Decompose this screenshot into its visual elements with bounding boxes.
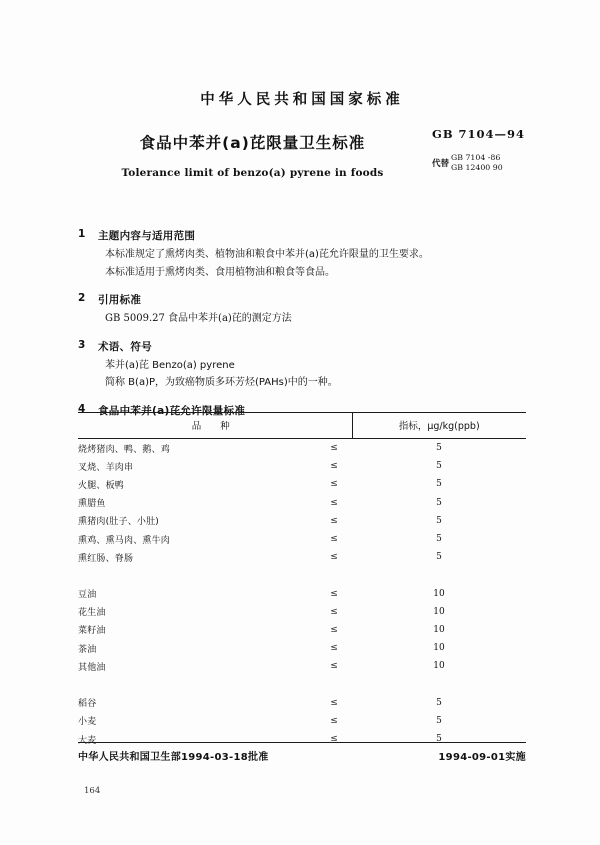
item-operator: ≤ — [330, 606, 338, 617]
item-value: 5 — [436, 515, 442, 526]
replaces-block — [432, 153, 552, 172]
section-2-body — [78, 311, 526, 327]
standard-number-block — [432, 127, 552, 172]
section-2-title: 引用标准 — [98, 294, 142, 306]
item-operator: ≤ — [330, 552, 338, 563]
table-row — [78, 694, 526, 712]
item-operator: ≤ — [330, 515, 338, 526]
document-body — [78, 216, 526, 423]
item-value: 5 — [436, 552, 442, 563]
section-1-title: 主题内容与适用范围 — [98, 230, 196, 242]
item-operator: ≤ — [330, 461, 338, 472]
item-name: 熏红肠、脊肠 — [78, 553, 134, 564]
table-row — [78, 439, 526, 458]
item-value: 10 — [433, 624, 445, 635]
term-description: 简称 B(a)P，为致癌物质多环芳烃(PAHs)中的一种。 — [105, 377, 338, 388]
item-operator: ≤ — [330, 534, 338, 545]
page-title: 食品中苯并(a)芘限量卫生标准 — [139, 134, 366, 152]
item-operator: ≤ — [330, 734, 338, 745]
table-row — [78, 639, 526, 657]
section-1 — [78, 228, 526, 280]
table-row — [78, 494, 526, 512]
item-value: 10 — [433, 643, 445, 654]
table-header — [78, 413, 526, 439]
item-operator: ≤ — [330, 697, 338, 708]
table-row — [78, 475, 526, 493]
item-name: 火腿、板鸭 — [78, 480, 125, 491]
document-footer — [78, 748, 526, 763]
item-name: 茶油 — [78, 644, 97, 655]
limits-table-wrapper — [78, 412, 526, 748]
item-value: 5 — [436, 497, 442, 508]
section-2 — [78, 292, 526, 327]
group-separator — [78, 675, 526, 693]
item-value: 5 — [436, 443, 442, 454]
item-name: 熏腊鱼 — [78, 499, 106, 510]
item-operator: ≤ — [330, 661, 338, 672]
section-4-number: 4 — [78, 402, 86, 415]
item-operator: ≤ — [330, 715, 338, 726]
section-3-heading — [78, 339, 526, 354]
item-name: 大麦 — [78, 735, 97, 746]
national-standard-heading: 中华人民共和国国家标准 — [200, 92, 404, 108]
table-header-row — [78, 413, 526, 439]
group-separator — [78, 566, 526, 584]
section-1-body — [78, 247, 526, 280]
item-name: 菜籽油 — [78, 626, 106, 637]
item-name: 花生油 — [78, 608, 106, 619]
item-value: 5 — [436, 461, 442, 472]
limits-table — [78, 412, 526, 748]
effective-date: 1994-09-01实施 — [438, 752, 526, 763]
footer-divider — [78, 742, 526, 743]
section-1-line-2: 本标准适用于熏烤肉类、食用植物油和粮食等食品。 — [105, 266, 335, 278]
approval-statement: 中华人民共和国卫生部1994-03-18批准 — [78, 752, 269, 763]
item-value: 5 — [436, 534, 442, 545]
section-1-line-1: 本标准规定了熏烤肉类、植物油和粮食中苯并(a)芘允许限量的卫生要求。 — [105, 249, 429, 260]
item-name: 豆油 — [78, 590, 97, 601]
section-3-title: 术语、符号 — [98, 340, 152, 353]
table-row — [78, 603, 526, 621]
column-header-value: 指标，μg/kg(ppb) — [352, 413, 526, 439]
section-2-heading — [78, 292, 526, 307]
item-value: 10 — [433, 606, 445, 617]
table-row — [78, 548, 526, 566]
page-title-english: Tolerance limit of benzo(a) pyrene in foods — [121, 167, 384, 179]
replaced-standard-1: GB 7104 -86 — [451, 153, 501, 162]
table-row — [78, 730, 526, 748]
replaces-label: 代替 — [432, 158, 450, 169]
title-row — [0, 127, 600, 191]
item-name: 熏猪肉(肚子、小肚) — [78, 517, 160, 528]
item-name: 稻谷 — [78, 699, 97, 710]
table-row — [78, 530, 526, 548]
item-operator: ≤ — [330, 624, 338, 635]
item-operator: ≤ — [330, 588, 338, 599]
item-value: 10 — [433, 588, 445, 599]
table-body — [78, 439, 526, 749]
column-header-name: 品 种 — [78, 413, 352, 439]
item-operator: ≤ — [330, 497, 338, 508]
item-name: 小麦 — [78, 717, 97, 728]
section-3 — [78, 339, 526, 391]
table-row — [78, 621, 526, 639]
item-name: 烧烤猪肉、鸭、鹅、鸡 — [78, 444, 171, 455]
table-row — [78, 585, 526, 603]
term-definition: 苯并(a)芘 Benzo(a) pyrene — [105, 359, 235, 371]
item-value: 10 — [433, 661, 445, 672]
item-value: 5 — [436, 734, 442, 745]
section-3-body — [78, 358, 526, 391]
item-operator: ≤ — [330, 443, 338, 454]
section-2-number: 2 — [78, 292, 86, 304]
item-value: 5 — [436, 715, 442, 726]
table-row — [78, 512, 526, 530]
item-name: 叉烧、羊肉串 — [78, 462, 134, 473]
standard-number: GB 7104—94 — [432, 127, 526, 141]
table-row — [78, 457, 526, 475]
section-1-number: 1 — [78, 228, 86, 240]
item-name: 熏鸡、熏马肉、熏牛肉 — [78, 535, 171, 546]
page-number: 164 — [84, 786, 101, 796]
item-value: 5 — [436, 697, 442, 708]
section-1-heading — [78, 228, 526, 243]
replaced-standard-2: GB 12400 90 — [451, 162, 503, 172]
document-header — [0, 88, 600, 191]
item-operator: ≤ — [330, 479, 338, 490]
section-4-title: 食品中苯并(a)芘允许限量标准 — [98, 404, 246, 417]
item-name: 其他油 — [78, 662, 106, 673]
replaces-list — [451, 153, 503, 172]
item-operator: ≤ — [330, 643, 338, 654]
section-3-number: 3 — [78, 338, 86, 351]
table-row — [78, 657, 526, 675]
referenced-standard: GB 5009.27 食品中苯并(a)芘的测定方法 — [105, 313, 292, 324]
table-row — [78, 712, 526, 730]
item-value: 5 — [436, 479, 442, 490]
